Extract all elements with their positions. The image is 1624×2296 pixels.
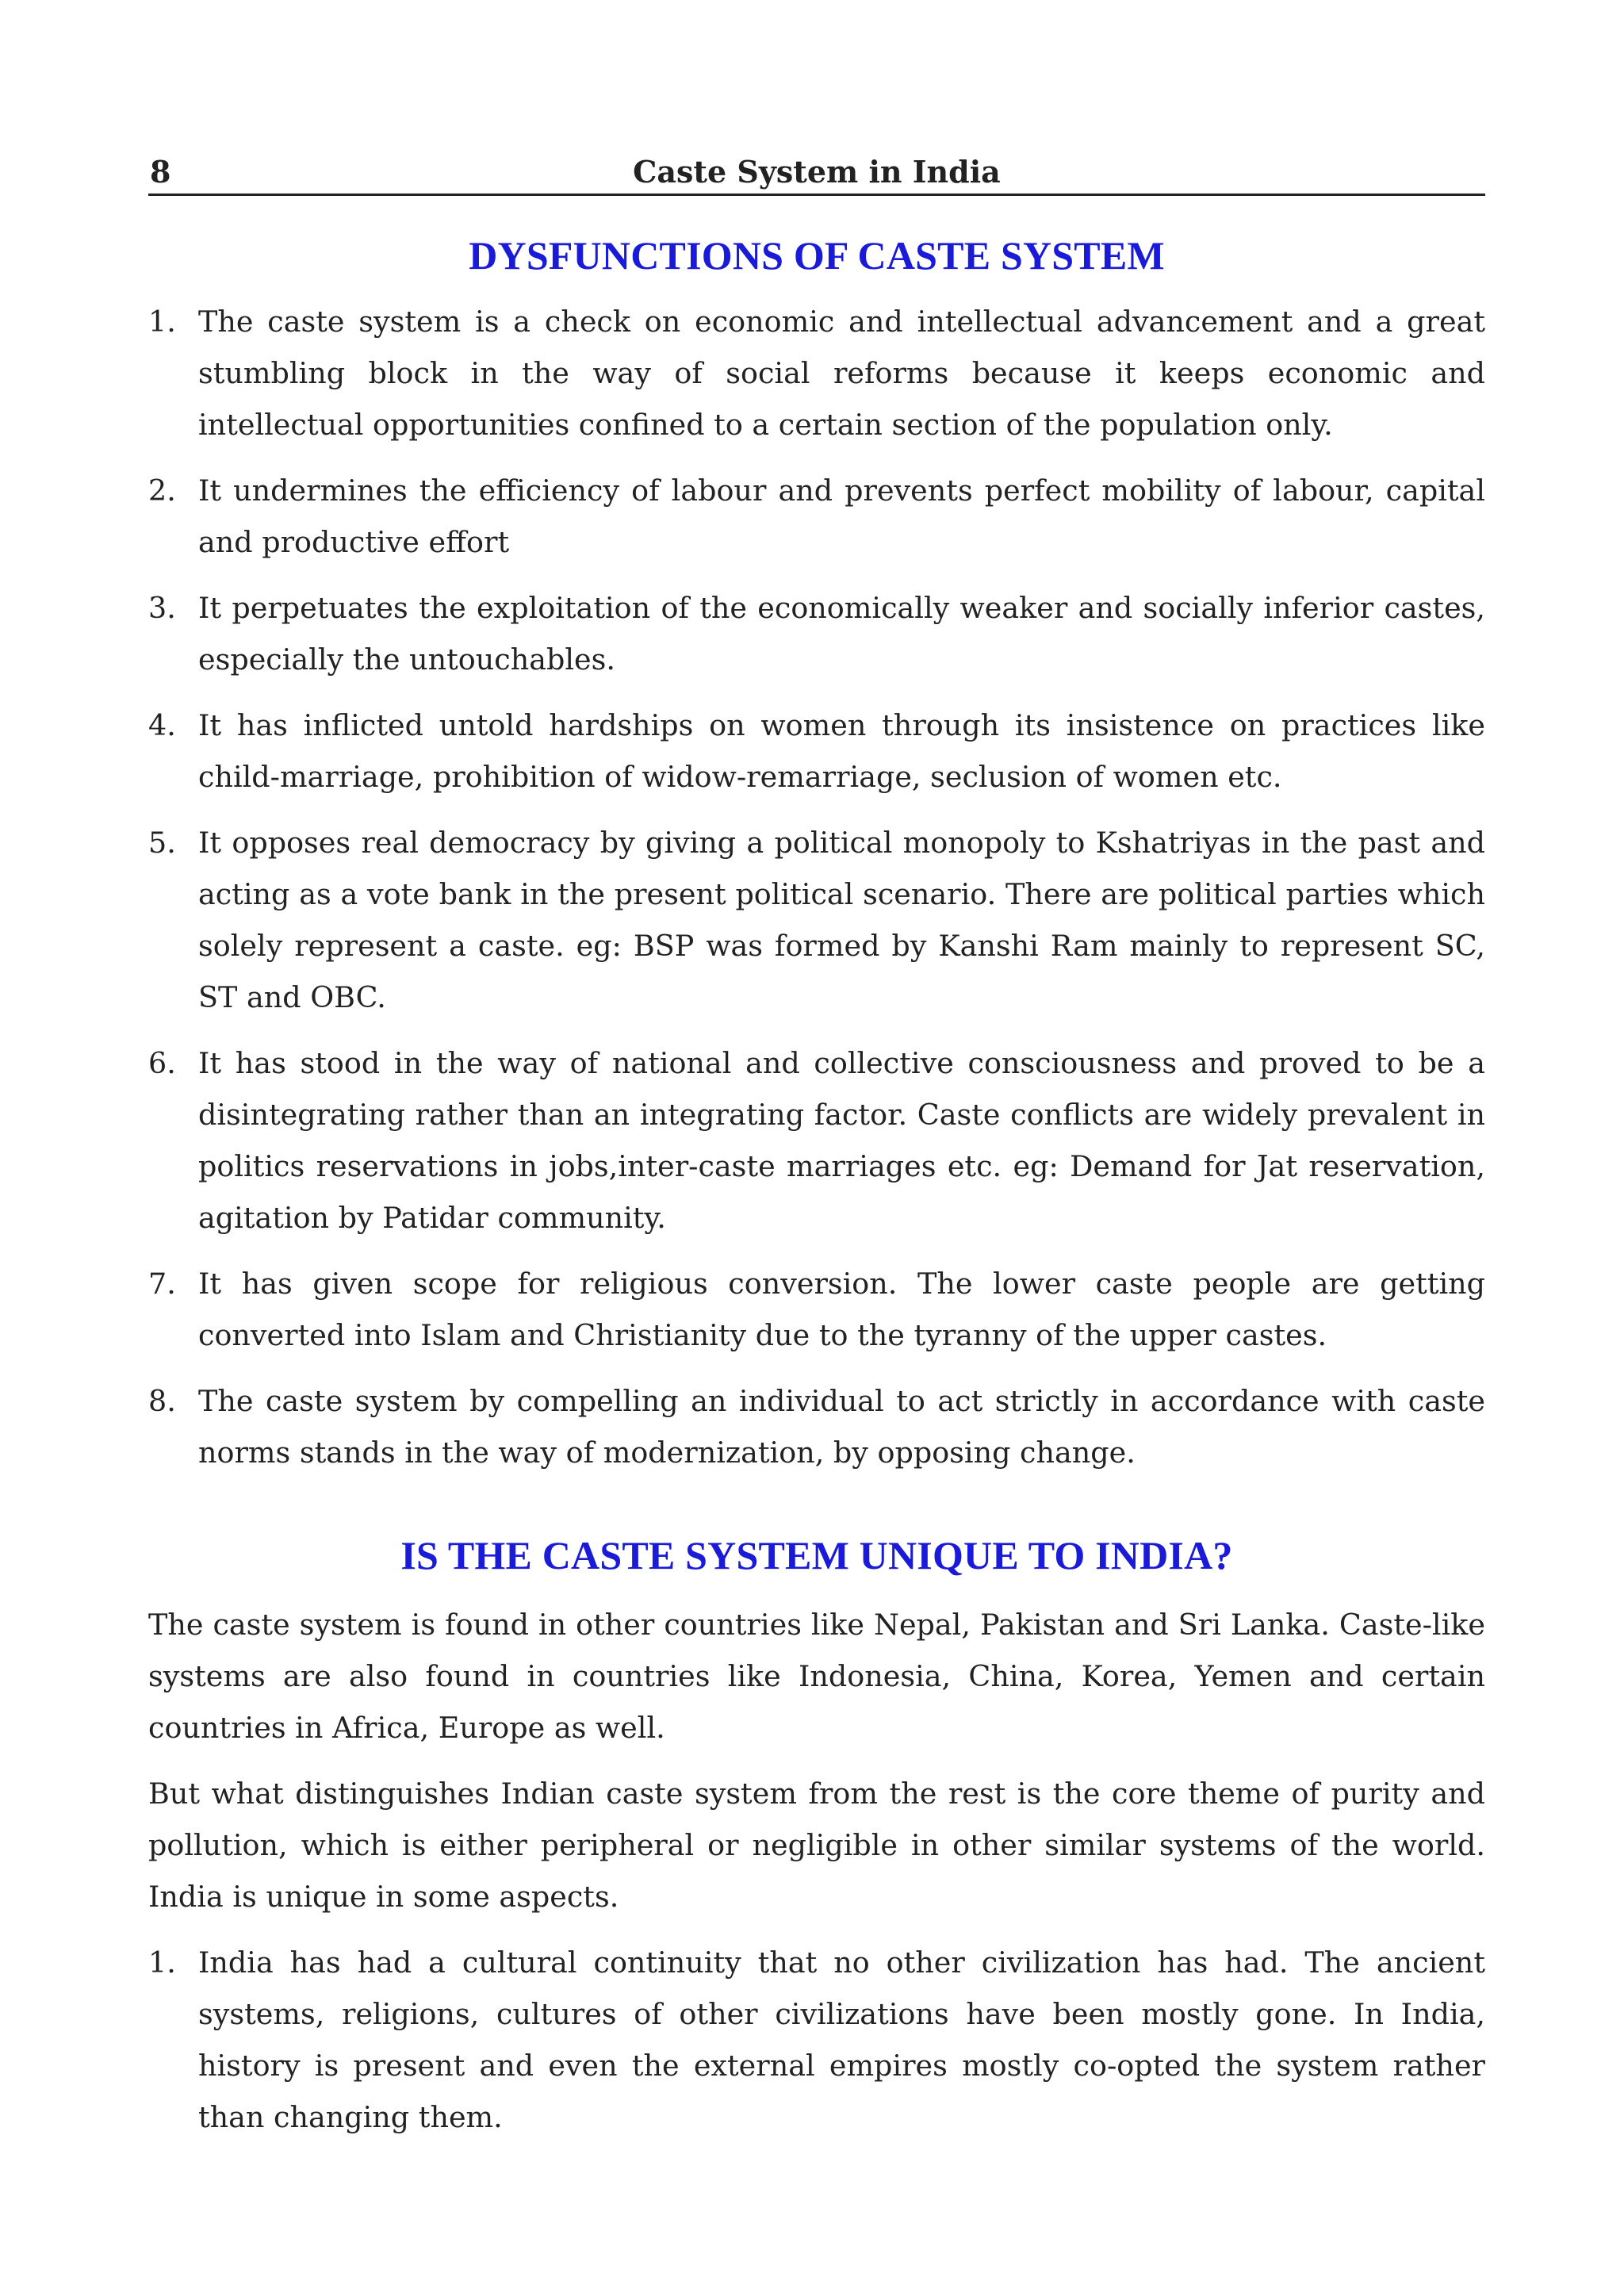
list-item [148,1037,1485,1244]
section-heading-unique: IS THE CASTE SYSTEM UNIQUE TO INDIA? [400,1533,1233,1577]
paragraph: But what distinguishes Indian caste system from the rest is the core theme of purity and pollution, which is either peripheral or negligible in other similar systems of the world. India is unique in some aspects. [148,1777,1485,1914]
list-item-number: 6. [148,1046,176,1080]
list-item [148,1375,1485,1478]
running-header [148,151,1485,196]
list-item-text: It opposes real democracy by giving a political monopoly to Kshatriyas in the past and acting as a vote bank in the present political scenario. There are political parties which solely represent a caste. eg: BSP was formed by Kanshi Ram mainly to represent SC, ST and OBC. [198,826,1485,1014]
list-item-text: It perpetuates the exploitation of the economically weaker and socially inferior castes, especially the untouchables. [198,591,1485,677]
list-item-text: It has inflicted untold hardships on women through its insistence on practices like child-marriage, prohibition of widow-remarriage, seclusion of women etc. [198,708,1485,794]
list-item [148,296,1485,450]
list-item-number: 1. [148,305,176,339]
list-item [148,700,1485,803]
list-item-text: It has stood in the way of national and collective consciousness and proved to be a disintegrating rather than an integrating factor. Caste conflicts are widely prevalent in politics reservations in jobs,inter-caste marriages etc. eg: Demand for Jat reservation, agitation by Patidar community. [198,1046,1485,1235]
page-number: 8 [150,154,171,190]
section-heading-dysfunctions: DYSFUNCTIONS OF CASTE SYSTEM [469,233,1165,278]
list-item-number: 5. [148,826,176,860]
dysfunctions-list [148,296,1485,1478]
paragraph: The caste system is found in other countries like Nepal, Pakistan and Sri Lanka. Caste-like systems are also found in countries like Indonesia, China, Korea, Yemen and certain countries in Africa, Europe as well. [148,1608,1485,1745]
list-item-text: India has had a cultural continuity that no other civilization has had. The ancient systems, religions, cultures of other civilizations have been mostly gone. In India, history is present and even the external empires mostly co-opted the system rather than changing them. [198,1945,1485,2134]
list-item-number: 7. [148,1267,176,1301]
list-item-number: 1. [148,1945,176,1980]
list-item [148,817,1485,1023]
list-item-number: 2. [148,473,176,508]
list-item-text: It undermines the efficiency of labour and prevents perfect mobility of labour, capital and productive effort [198,473,1485,559]
list-item-number: 4. [148,708,176,742]
uniqueness-list [148,1937,1485,2143]
list-item [148,465,1485,568]
book-title: Caste System in India [633,154,1001,190]
list-item-text: It has given scope for religious conversion. The lower caste people are getting converted into Islam and Christianity due to the tyranny of the upper castes. [198,1267,1485,1352]
list-item-text: The caste system by compelling an individual to act strictly in accordance with caste norms stands in the way of modernization, by opposing change. [198,1384,1485,1470]
list-item [148,1937,1485,2143]
list-item [148,582,1485,685]
list-item [148,1258,1485,1361]
page [148,151,1485,2157]
list-item-number: 8. [148,1384,176,1418]
list-item-number: 3. [148,591,176,625]
list-item-text: The caste system is a check on economic and intellectual advancement and a great stumbling block in the way of social reforms because it keeps economic and intellectual opportunities confined to a certain section of the population only. [198,305,1485,442]
